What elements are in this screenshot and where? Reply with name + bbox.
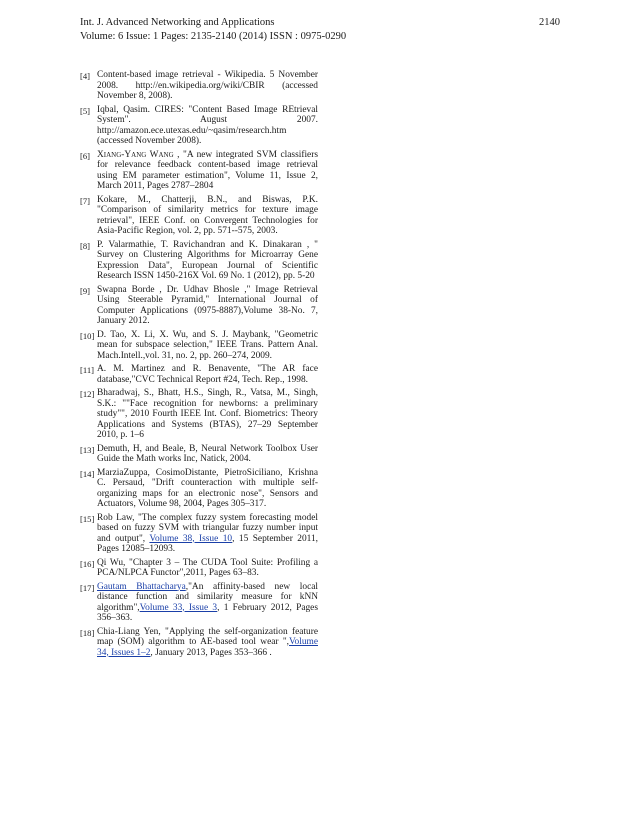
reference-text [97, 105, 318, 147]
reference-item [80, 558, 318, 579]
reference-item [80, 582, 318, 624]
reference-item [80, 513, 318, 555]
reference-text [97, 150, 318, 192]
reference-text [97, 330, 318, 362]
reference-text-segment: P. Valarmathie, T. Ravichandran and K. Dinakaran , " Survey on Clustering Algorithms for Microarray Gene Expression Data", European Journal of Scientific Research ISSN 1450-216X Vol. 69 No. 1 (2012), pp. 5-20 [97, 239, 318, 281]
reference-text-segment: Iqbal, Qasim. CIRES: "Content Based Image REtrieval System". August 2007. http://amazon.ece.utexas.edu/~qasim/research.htm (accessed November 2008). [97, 104, 318, 146]
journal-volume-info: Volume: 6 Issue: 1 Pages: 2135-2140 (2014) ISSN : 0975-0290 [80, 31, 347, 42]
page-number: 2140 [539, 17, 560, 28]
reference-item [80, 330, 318, 362]
reference-text-segment: Qi Wu, "Chapter 3 – The CUDA Tool Suite: Profiling a PCA/NLPCA Functor",2011, Pages 63–83. [97, 557, 318, 578]
reference-text [97, 364, 318, 385]
reference-number: [15] [80, 513, 95, 524]
reference-text-segment: ,"An affinity-based new local distance function and similarity measure for kNN algorithm", [97, 581, 318, 613]
reference-text-segment: Chia-Liang Yen, "Applying the self-organization feature map (SOM) algorithm to AE-based tool wear ", [97, 626, 318, 647]
reference-item [80, 285, 318, 327]
reference-text-segment: , 15 September 2011, Pages 12085–12093. [97, 533, 319, 554]
reference-text [97, 627, 318, 659]
reference-text [97, 582, 318, 624]
reference-item [80, 388, 318, 441]
reference-text-segment: , "A new integrated SVM classifiers for relevance feedback content-based image retrieval using EM parameter estimation", Volume 11, Issue 2, March 2011, Pages 2787–2804 [97, 149, 318, 191]
reference-text-segment: , 1 February 2012, Pages 356–363. [97, 602, 318, 623]
reference-text-segment: Content-based image retrieval - Wikipedia. 5 November 2008. http://en.wikipedia.org/wiki/CBIR (accessed November 8, 2008). [97, 70, 318, 101]
reference-number: [9] [80, 285, 91, 296]
reference-number: [17] [80, 582, 95, 593]
reference-item [80, 240, 318, 282]
reference-number: [8] [80, 240, 91, 251]
reference-text-segment: D. Tao, X. Li, X. Wu, and S. J. Maybank, "Geometric mean for subspace selection," IEEE Trans. Pattern Anal. Mach.Intell.,vol. 31, no. 2, pp. 260–274, 2009. [97, 329, 318, 361]
reference-number: [10] [80, 330, 95, 341]
reference-link[interactable]: Volume 38, Issue 10 [149, 533, 233, 544]
reference-text [97, 558, 318, 579]
page-header [80, 16, 560, 44]
reference-link[interactable]: Volume 33, Issue 3 [139, 602, 218, 613]
reference-text [97, 240, 318, 282]
reference-text-segment: Xiang-Yang Wang [97, 149, 174, 160]
reference-item [80, 444, 318, 465]
reference-number: [11] [80, 365, 94, 375]
reference-item [80, 70, 318, 102]
reference-text [97, 513, 318, 555]
reference-item [80, 364, 318, 385]
reference-text [97, 468, 318, 510]
reference-text-segment: A. M. Martinez and R. Benavente, "The AR face database,"CVC Technical Report #24, Tech. Rep., 1998. [97, 364, 318, 385]
reference-item [80, 468, 318, 510]
reference-item [80, 150, 318, 192]
reference-number: [13] [80, 444, 95, 455]
reference-text-segment: Demuth, H, and Beale, B, Neural Network Toolbox User Guide the Math works Inc, Natick, 2004. [97, 443, 318, 464]
reference-number: [12] [80, 389, 95, 399]
reference-text-segment: Swapna Borde , Dr. Udhav Bhosle ," Image Retrieval Using Steerable Pyramid," International Journal of Computer Applications (0975-8887),Volume 38-No. 7, January 2012. [97, 284, 318, 326]
reference-number: [4] [80, 71, 91, 81]
reference-text-segment: Bharadwaj, S., Bhatt, H.S., Singh, R., Vatsa, M., Singh, S.K.: ""Face recognition for newborns: a preliminary study"", 2010 Fourth IEEE Int. Conf. Biometrics: Theory Applications and Systems (BTAS), 27–29 September 2010, p. 1–6 [97, 388, 318, 440]
reference-text-segment: Kokare, M., Chatterji, B.N., and Biswas, P.K. "Comparison of similarity metrics for texture image retrieval", IEEE Conf. on Convergent Technologies for Asia-Pacific Region, vol. 2, pp. 571--575, 2003. [97, 194, 318, 236]
reference-link[interactable]: Gautam Bhattacharya [97, 581, 186, 592]
reference-item [80, 195, 318, 237]
reference-item [80, 627, 318, 659]
reference-number: [6] [80, 150, 91, 161]
reference-number: [7] [80, 195, 91, 206]
reference-list [80, 70, 318, 661]
reference-text [97, 70, 318, 102]
reference-text [97, 285, 318, 327]
reference-number: [5] [80, 105, 91, 116]
reference-number: [14] [80, 468, 95, 479]
reference-text-segment: MarziaZuppa, CosimoDistante, PietroSiciliano, Krishna C. Persaud, "Drift counteraction with multiple self-organizing maps for an electronic nose", Sensors and Actuators, Volume 98, 2004, Pages 305–317. [97, 467, 318, 509]
reference-item [80, 105, 318, 147]
reference-number: [18] [80, 627, 95, 638]
reference-text [97, 195, 318, 237]
reference-text [97, 444, 318, 465]
journal-title: Int. J. Advanced Networking and Applications [80, 17, 275, 28]
reference-number: [16] [80, 558, 95, 569]
reference-text-segment: Rob Law, "The complex fuzzy system forecasting model based on fuzzy SVM with triangular fuzzy number input and output", [97, 512, 318, 544]
reference-text-segment: , January 2013, Pages 353–366 . [150, 647, 272, 658]
reference-text [97, 388, 318, 441]
reference-link[interactable]: Volume 34, Issues 1–2 [97, 637, 318, 658]
